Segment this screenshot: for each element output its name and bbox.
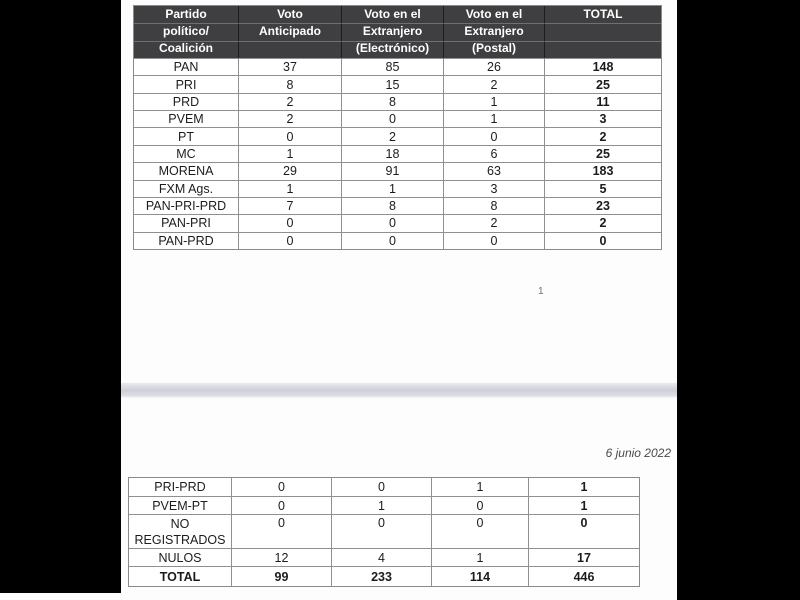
row-label-cell: PAN-PRI (134, 214, 238, 231)
row-label-cell: TOTAL (129, 566, 231, 586)
table-cell: 1 (528, 496, 639, 514)
page-separator-band (121, 383, 677, 396)
table-cell: 6 (443, 145, 544, 162)
cell-line: político/ (163, 24, 209, 38)
table-cell: 1 (238, 145, 341, 162)
cell-line: TOTAL (583, 7, 623, 21)
table-cell: 1 (238, 180, 341, 197)
table-cell: 2 (544, 127, 661, 144)
table-cell: 0 (238, 232, 341, 249)
table-cell: 233 (331, 566, 431, 586)
table-cell: 0 (238, 127, 341, 144)
table-cell: 0 (341, 214, 443, 231)
table-cell: 25 (544, 75, 661, 92)
cell-line: Partido (165, 7, 207, 21)
cell-line: (Electrónico) (355, 41, 430, 55)
table-cell: 0 (231, 496, 331, 514)
row-label-cell: PVEM-PT (129, 496, 231, 514)
table-cell: 7 (238, 197, 341, 214)
column-header-cell (134, 6, 238, 58)
row-label-cell: PAN-PRD (134, 232, 238, 249)
table-cell: 12 (231, 548, 331, 566)
table-cell: 1 (443, 93, 544, 110)
table-cell: 15 (341, 75, 443, 92)
table-cell: 18 (341, 145, 443, 162)
table-cell: 91 (341, 162, 443, 179)
row-label-cell: NULOS (129, 548, 231, 566)
table-cell: 4 (331, 548, 431, 566)
table-cell: 0 (331, 514, 431, 548)
cell-line: NO (170, 516, 190, 531)
table-cell: 37 (238, 58, 341, 75)
votes-table-page2 (128, 477, 640, 587)
page-number: 1 (538, 286, 544, 297)
table-cell: 0 (331, 478, 431, 496)
table-cell: 5 (544, 180, 661, 197)
table-cell: 17 (528, 548, 639, 566)
cell-line: Extranjero (362, 24, 423, 38)
table-cell: 0 (341, 110, 443, 127)
table-cell: 0 (443, 127, 544, 144)
table-cell: 3 (443, 180, 544, 197)
row-label-cell: MORENA (134, 162, 238, 179)
table-cell: 0 (528, 514, 639, 548)
row-label-cell: FXM Ags. (134, 180, 238, 197)
document-page (121, 0, 677, 600)
table-cell: 0 (231, 514, 331, 548)
row-label-cell (129, 514, 231, 548)
table-cell: 8 (238, 75, 341, 92)
row-label-cell: PT (134, 127, 238, 144)
cell-line: Coalición (158, 41, 213, 55)
table-cell: 25 (544, 145, 661, 162)
table-cell: 85 (341, 58, 443, 75)
table-cell: 446 (528, 566, 639, 586)
table-cell: 114 (431, 566, 528, 586)
row-label-cell: PAN-PRI-PRD (134, 197, 238, 214)
cell-line: Voto en el (465, 7, 523, 21)
table-cell: 183 (544, 162, 661, 179)
table-cell: 29 (238, 162, 341, 179)
table-cell: 0 (431, 514, 528, 548)
cell-line: Voto (277, 7, 303, 21)
table-cell: 1 (331, 496, 431, 514)
column-header-cell (443, 6, 544, 58)
column-header-cell (341, 6, 443, 58)
table-cell: 8 (443, 197, 544, 214)
votes-table-page1 (133, 5, 662, 250)
table-cell: 63 (443, 162, 544, 179)
table-cell: 148 (544, 58, 661, 75)
column-header-cell (544, 6, 661, 58)
table-cell: 2 (341, 127, 443, 144)
bottom-left-gap (0, 593, 121, 600)
table-cell: 1 (528, 478, 639, 496)
table-cell: 2 (544, 214, 661, 231)
table-cell: 0 (231, 478, 331, 496)
row-label-cell: PRD (134, 93, 238, 110)
row-label-cell: MC (134, 145, 238, 162)
table-cell: 0 (238, 214, 341, 231)
table-cell: 1 (431, 478, 528, 496)
table-cell: 26 (443, 58, 544, 75)
row-label-cell: PAN (134, 58, 238, 75)
table-cell: 3 (544, 110, 661, 127)
table-cell: 2 (443, 214, 544, 231)
cell-line: Voto en el (364, 7, 421, 21)
table-cell: 11 (544, 93, 661, 110)
table-cell: 2 (238, 93, 341, 110)
table-cell: 99 (231, 566, 331, 586)
date-label: 6 junio 2022 (605, 446, 671, 460)
table-cell: 0 (544, 232, 661, 249)
table-cell: 23 (544, 197, 661, 214)
table-cell: 2 (443, 75, 544, 92)
table-cell: 1 (443, 110, 544, 127)
cell-line: (Postal) (471, 41, 516, 55)
cell-line: REGISTRADOS (134, 532, 226, 547)
row-label-cell: PRI-PRD (154, 480, 206, 494)
table-cell: 8 (341, 93, 443, 110)
table-cell: 0 (341, 232, 443, 249)
cell-line: Extranjero (464, 24, 524, 38)
table-cell: 2 (238, 110, 341, 127)
table-cell: 1 (431, 548, 528, 566)
table-cell: 0 (431, 496, 528, 514)
table-cell: 8 (341, 197, 443, 214)
cell-line: Anticipado (259, 24, 321, 38)
table-cell: 1 (341, 180, 443, 197)
column-header-cell (238, 6, 341, 58)
row-label-cell: PVEM (134, 110, 238, 127)
row-label-cell: PRI (134, 75, 238, 92)
table-cell: 0 (443, 232, 544, 249)
